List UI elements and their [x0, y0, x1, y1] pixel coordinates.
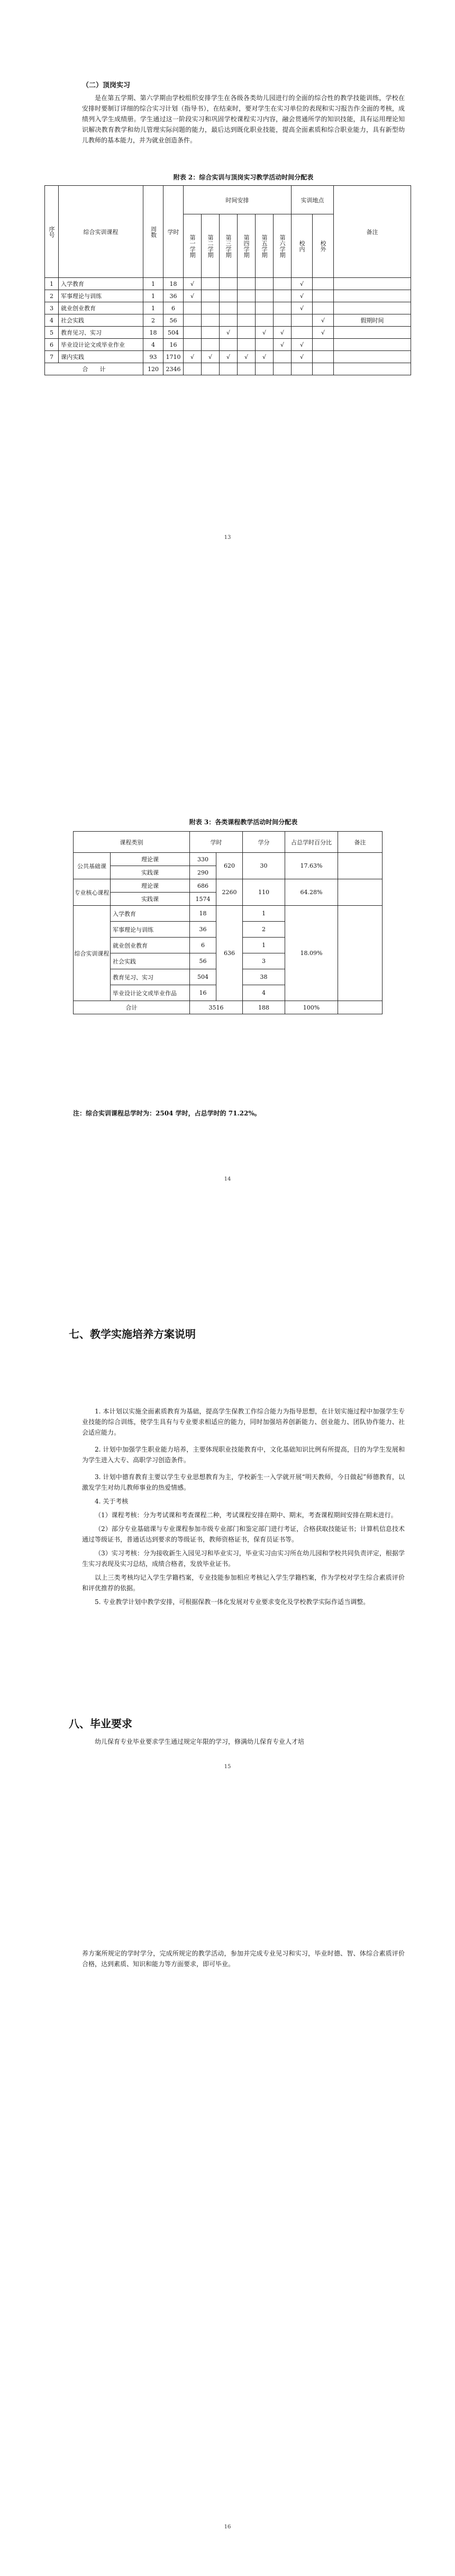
cell-in: √: [292, 290, 313, 302]
header-in-school: 校内: [292, 214, 313, 278]
paragraph: 1. 本计划以实施全面素质教育为基础，提高学生保教工作综合能力为指导思想，在计划实施过程中加强学生专业技能的综合训练，使学生具有与专业要求相适应的能力，同时加强培养创新能力、创业能力、团队协作能力、社会适应能力。: [82, 1408, 405, 1436]
page-15: [0, 1287, 455, 1931]
cell-subtype: 教育见习、实习: [111, 969, 190, 985]
cell-total-label: 合 计: [45, 363, 143, 375]
page-number: 13: [224, 535, 231, 541]
cell-seq: 2: [45, 290, 59, 302]
cell-note: [334, 290, 411, 302]
table-caption: 附表 3：各类课程教学活动时间分配表: [189, 818, 298, 826]
cell-seq: 1: [45, 278, 59, 290]
table-row: [74, 879, 383, 893]
header-hours: 学时: [190, 832, 243, 853]
cell-total-percent: 100%: [285, 1001, 338, 1014]
page-16: [0, 1931, 455, 2576]
cell-term: [202, 314, 220, 327]
cell-term: √: [256, 351, 274, 363]
cell-term: [220, 302, 238, 314]
cell-course: 军事理论与训练: [59, 290, 143, 302]
table-course-hours: [73, 831, 383, 1014]
cell-note: 假期时间: [334, 314, 411, 327]
cell-subtype: 理论课: [111, 879, 190, 893]
paragraph: （3）实习考核：分为接收新生入园见习和毕业实习，毕业实习由实习所在幼儿园和学校共同负责评定，根据学生实习表现及实习总结，成绩合格者，发放毕业证书。: [82, 1550, 405, 1568]
cell-total-hours: 2346: [163, 363, 184, 375]
cell-term: [238, 278, 256, 290]
cell-term: [184, 314, 202, 327]
cell-term: √: [238, 351, 256, 363]
cell-course: 就业创业教育: [59, 302, 143, 314]
table-total-row: [45, 363, 411, 375]
cell-term: [202, 290, 220, 302]
cell-term: √: [202, 351, 220, 363]
cell-note: [334, 339, 411, 351]
cell-note: [334, 351, 411, 363]
cell-subtype: 入学教育: [111, 906, 190, 922]
header-hours: 学时: [163, 186, 184, 278]
cell-group-percent: 64.28%: [285, 879, 338, 906]
cell-hours: 330: [190, 853, 216, 866]
header-off-school: 校外: [313, 214, 334, 278]
cell-seq: 5: [45, 327, 59, 339]
cell-group-hours: 636: [216, 906, 243, 1001]
table-row: [45, 278, 411, 290]
cell-hours: 56: [163, 314, 184, 327]
cell-in: [292, 327, 313, 339]
cell-group-hours: 620: [216, 853, 243, 879]
cell-seq: 3: [45, 302, 59, 314]
header-percent: 占总学时百分比: [285, 832, 338, 853]
cell-total-weeks: 120: [143, 363, 163, 375]
table-row: [74, 853, 383, 866]
cell-out: [313, 339, 334, 351]
cell-subtype: 军事理论与训练: [111, 922, 190, 938]
page-13: [0, 0, 455, 644]
paragraph: 养方案所规定的学时学分，完成所规定的教学活动，参加并完成专业见习和实习，毕业时德、智、体综合素质评价合格，达到素质、知识和能力等方面要求，即可毕业。: [82, 1950, 405, 1968]
header-weeks: 周数: [143, 186, 163, 278]
table-practice-schedule: [44, 185, 411, 375]
cell-hours: 56: [190, 953, 216, 969]
header-course: 综合实训课程: [59, 186, 143, 278]
header-term-3: 第三学期: [220, 214, 238, 278]
cell-term: [238, 302, 256, 314]
cell-hours: 504: [190, 969, 216, 985]
cell-weeks: 2: [143, 314, 163, 327]
table2-caption-wrap: [79, 173, 407, 182]
header-term-6: 第六学期: [274, 214, 292, 278]
paragraph: 是在第五学期、第六学期由学校组织安排学生在各级各类幼儿园进行的全面的综合性的教学技能训练，学校在安排时要制订详细的综合实习计划（指导书），在结束时，要对学生在实习单位的表现和实习报告作全面的考核，成绩列入学生成绩册。学生通过这一阶段实习和巩固学校课程实习内容，融会贯通所学的知识技能，具有运用理论知识解决教育教学和幼儿管理实际问题的能力，最后达到既化职业技能，提高全面素质和综合职业能力，具有新型幼儿教师的基本能力，并为就业创造条件。: [82, 94, 405, 144]
cell-term: √: [184, 290, 202, 302]
cell-credits: 4: [243, 985, 285, 1001]
cell-term: [274, 351, 292, 363]
cell-term: [274, 290, 292, 302]
cell-in: [292, 314, 313, 327]
cell-term: [238, 327, 256, 339]
cell-subtype: 实践课: [111, 893, 190, 906]
cell-term: [274, 314, 292, 327]
section-heading: 七、教学实施培养方案说明: [69, 1328, 196, 1340]
header-note: 备注: [338, 832, 383, 853]
cell-out: [313, 290, 334, 302]
section8-body: [82, 1736, 410, 1747]
header-term-4: 第四学期: [238, 214, 256, 278]
cell-out: [313, 302, 334, 314]
cell-hours: 18: [163, 278, 184, 290]
paragraph: 以上三类考核均记入学生学籍档案，专业技能参加相应考核记入学生学籍档案，作为学校对学生综合素质评价和评优推荐的依据。: [82, 1574, 405, 1592]
cell-term: √: [274, 327, 292, 339]
cell-subtype: 社会实践: [111, 953, 190, 969]
cell-term: [274, 302, 292, 314]
cell-in: √: [292, 339, 313, 351]
cell-term: [238, 290, 256, 302]
table3-note-wrap: [73, 1109, 401, 1118]
cell-term: [202, 339, 220, 351]
cell-subtype: 就业创业教育: [111, 938, 190, 953]
cell-out: √: [313, 327, 334, 339]
paragraph: 2. 计划中加强学生职业能力培养，主要体现职业技能教育中，文化基础知识比例有所提高，目的为学生发展和为学生进入大专、高职学习创造条件。: [82, 1446, 405, 1464]
cell-course: 入学教育: [59, 278, 143, 290]
page-number: 14: [224, 1176, 231, 1182]
cell-term: [220, 314, 238, 327]
cell-term: [256, 339, 274, 351]
cell-term: [256, 314, 274, 327]
cell-course: 课内实践: [59, 351, 143, 363]
cell-hours: 6: [190, 938, 216, 953]
cell-term: √: [220, 327, 238, 339]
table-row: [45, 314, 411, 327]
cell-subtype: 实践课: [111, 866, 190, 879]
cell-hours: 504: [163, 327, 184, 339]
cell-weeks: 1: [143, 278, 163, 290]
cell-group-credits: 110: [243, 879, 285, 906]
header-type: 课程类别: [74, 832, 190, 853]
cell-term: [220, 290, 238, 302]
table-row: [74, 906, 383, 922]
cell-seq: 7: [45, 351, 59, 363]
cell-hours: 16: [190, 985, 216, 1001]
header-location: 实训地点: [292, 186, 334, 214]
cell-term: [256, 278, 274, 290]
cell-term: [256, 302, 274, 314]
cell-group-credits: 30: [243, 853, 285, 879]
group-practical: 综合实训课程: [74, 906, 111, 1001]
section7-heading-wrap: [69, 1326, 407, 1341]
cell-term: √: [184, 278, 202, 290]
page-13-content: [82, 79, 405, 146]
paragraph: 3. 计划中德育教育主要以学生专业思想教育为主，学校新生一入学就开展“明天教师，今日做起”师德教育，以激发学生对幼儿教师事业的热爱情感。: [82, 1473, 405, 1491]
cell-in: √: [292, 278, 313, 290]
cell-subtype: 毕业设计论文或毕业作品: [111, 985, 190, 1001]
group-core: 专业核心课程: [74, 879, 111, 906]
cell-term: [202, 302, 220, 314]
cell-group-percent: 17.63%: [285, 853, 338, 879]
cell-term: [220, 339, 238, 351]
cell-credits: 1: [243, 906, 285, 922]
cell-weeks: 1: [143, 302, 163, 314]
cell-group-hours: 2260: [216, 879, 243, 906]
cell-weeks: 4: [143, 339, 163, 351]
cell-term: [220, 278, 238, 290]
paragraph: （2）部分专业基础课与专业课程参加市级专业部门和鉴定部门进行考证，合格获取技能证书；计算机信息技术通过等级证书，普通话达到要求的等级证书，教师资格证书，保育员证书等。: [82, 1525, 405, 1543]
cell-term: [202, 278, 220, 290]
cell-seq: 6: [45, 339, 59, 351]
cell-total-credits: 188: [243, 1001, 285, 1014]
table3-caption-wrap: [79, 817, 407, 826]
cell-weeks: 93: [143, 351, 163, 363]
cell-hours: 1710: [163, 351, 184, 363]
page-number: 16: [224, 2524, 231, 2530]
header-term-5: 第五学期: [256, 214, 274, 278]
table-total-row: [74, 1001, 383, 1014]
cell-term: [184, 327, 202, 339]
cell-hours: 686: [190, 879, 216, 893]
section8-heading-wrap: [69, 1715, 407, 1731]
table-caption: 附表 2：综合实训与顶岗实习教学活动时间分配表: [173, 174, 314, 181]
cell-term: √: [220, 351, 238, 363]
table-row: [45, 302, 411, 314]
cell-credits: 3: [243, 953, 285, 969]
cell-term: √: [256, 327, 274, 339]
header-term-2: 第二学期: [202, 214, 220, 278]
cell-term: [274, 278, 292, 290]
cell-note: [334, 302, 411, 314]
cell-subtype: 理论课: [111, 853, 190, 866]
cell-group-percent: 18.09%: [285, 906, 338, 1001]
cell-note: [334, 278, 411, 290]
cell-course: 社会实践: [59, 314, 143, 327]
cell-course: 教育见习、实习: [59, 327, 143, 339]
cell-hours: 6: [163, 302, 184, 314]
paragraph: 5. 专业教学计划中教学安排，可根据保教一体化发展对专业要求变化及学校教学实际作适当调整。: [95, 1598, 370, 1606]
cell-out: [313, 278, 334, 290]
header-time: 时间安排: [184, 186, 292, 214]
cell-total-label: 合计: [74, 1001, 190, 1014]
section8-continued: [82, 1948, 405, 1969]
cell-weeks: 1: [143, 290, 163, 302]
header-term-1: 第一学期: [184, 214, 202, 278]
cell-term: [256, 290, 274, 302]
cell-seq: 4: [45, 314, 59, 327]
paragraph: 4. 关于考核: [95, 1498, 129, 1505]
table-row: [45, 351, 411, 363]
cell-course: 毕业设计论文或毕业作业: [59, 339, 143, 351]
table-row: [45, 290, 411, 302]
cell-term: [238, 314, 256, 327]
cell-in: √: [292, 351, 313, 363]
cell-in: √: [292, 302, 313, 314]
table-row: [45, 327, 411, 339]
table-row: [45, 339, 411, 351]
cell-term: √: [274, 339, 292, 351]
cell-note: [334, 327, 411, 339]
section-heading: （二）顶岗实习: [82, 82, 131, 89]
cell-term: √: [184, 351, 202, 363]
page-14: [0, 644, 455, 1287]
cell-term: [184, 302, 202, 314]
cell-hours: 1574: [190, 893, 216, 906]
page-number: 15: [224, 1764, 231, 1770]
cell-credits: 2: [243, 922, 285, 938]
cell-hours: 36: [190, 922, 216, 938]
cell-total-hours: 3516: [190, 1001, 243, 1014]
cell-credits: 1: [243, 938, 285, 953]
cell-hours: 18: [190, 906, 216, 922]
cell-hours: 16: [163, 339, 184, 351]
header-credits: 学分: [243, 832, 285, 853]
table-note: 注：综合实训课程总学时为：2504 学时，占总学时的 71.22%。: [73, 1110, 261, 1117]
header-note: 备注: [334, 186, 411, 278]
cell-term: [238, 339, 256, 351]
cell-term: [202, 327, 220, 339]
cell-weeks: 18: [143, 327, 163, 339]
group-public: 公共基础课: [74, 853, 111, 879]
cell-hours: 290: [190, 866, 216, 879]
section7-body: [82, 1406, 405, 1607]
paragraph: 幼儿保育专业毕业要求学生通过规定年限的学习，修满幼儿保育专业人才培: [95, 1738, 305, 1745]
section-heading: 八、毕业要求: [69, 1717, 132, 1730]
paragraph: （1）课程考核：分为考试课和考查课程二种，考试课程安排在期中、期末，考查课程期间安排在期末进行。: [95, 1511, 397, 1519]
cell-credits: 38: [243, 969, 285, 985]
cell-hours: 36: [163, 290, 184, 302]
header-seq: 序号: [45, 186, 59, 278]
cell-out: √: [313, 314, 334, 327]
cell-term: [184, 339, 202, 351]
cell-out: [313, 351, 334, 363]
